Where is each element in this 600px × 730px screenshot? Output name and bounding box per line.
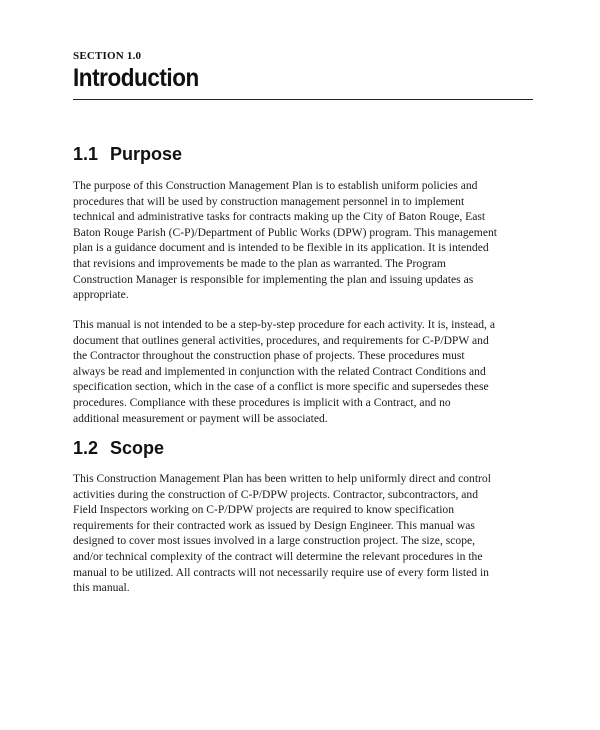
text-line: that revisions and improvements be made to the plan as warranted. The Program	[73, 256, 446, 270]
text-line: Baton Rouge Parish (C-P)/Department of Public Works (DPW) program. This management	[73, 225, 497, 239]
text-line: Construction Manager is responsible for implementing the plan and issuing updates as	[73, 272, 474, 286]
text-line: designed to cover most issues involved in a large construction project. The size, scope,	[73, 534, 476, 548]
text-line: plan is a guidance document and is intended to be flexible in its application. It is intended	[73, 241, 489, 255]
text-line: This Construction Management Plan has been written to help uniformly direct and control	[73, 472, 491, 485]
text-line: appropriate.	[73, 288, 129, 302]
purpose-heading-number: 1.1	[73, 144, 99, 164]
text-line: Field Inspectors working on C-P/DPW projects are required to know specification	[73, 503, 455, 517]
purpose-heading	[73, 144, 182, 165]
section-label: SECTION 1.0	[73, 50, 142, 62]
text-line: requirements for their contracted work as issued by Design Engineer. This manual was	[73, 518, 475, 532]
scope-heading-title: Scope	[110, 438, 165, 458]
text-line: document that outlines general activities, procedures, and requirements for C-P/DPW and	[73, 333, 489, 347]
text-line: manual to be utilized. All contracts will not necessarily require use of every form listed in	[73, 565, 489, 579]
purpose-paragraph-1	[73, 178, 533, 303]
text-line: This manual is not intended to be a step-by-step procedure for each activity. It is, instead, a	[73, 318, 495, 331]
text-line: procedures. Compliance with these procedures is implicit with a Contract, and no	[73, 395, 451, 409]
scope-paragraph-1	[73, 471, 533, 596]
text-line: procedures that will be used by construction management personnel in to implement	[73, 194, 465, 208]
purpose-paragraph-2	[73, 317, 533, 426]
purpose-heading-title: Purpose	[110, 144, 183, 164]
text-line: technical and administrative tasks for contracts making up the City of Baton Rouge, East	[73, 210, 486, 224]
text-line: this manual.	[73, 581, 130, 595]
text-line: The purpose of this Construction Management Plan is to establish uniform policies and	[73, 179, 478, 192]
text-line: additional measurement or payment will be associated.	[73, 411, 328, 425]
chapter-title: Introduction	[73, 64, 199, 92]
scope-heading	[73, 438, 164, 459]
text-line: the Contractor throughout the construction phase of projects. These procedures must	[73, 349, 465, 363]
scope-heading-number: 1.2	[73, 438, 99, 458]
text-line: activities during the construction of C-P/DPW projects. Contractor, subcontractors, and	[73, 487, 479, 501]
text-line: specification section, which in the case of a conflict is more specific and supersedes these	[73, 380, 489, 394]
title-divider	[73, 99, 533, 100]
text-line: always be read and implemented in conjunction with the related Contract Conditions and	[73, 364, 486, 378]
text-line: and/or technical complexity of the contract will determine the relevant procedures in the	[73, 549, 483, 563]
